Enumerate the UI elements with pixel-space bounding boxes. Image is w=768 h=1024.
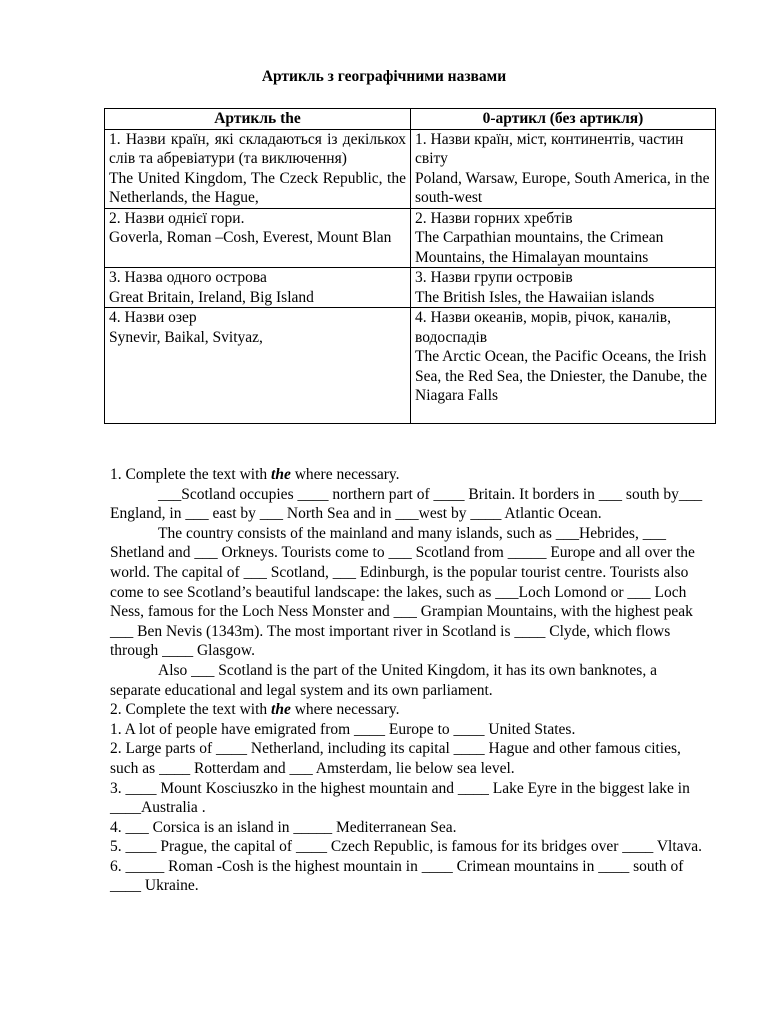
- table-cell: [411, 268, 716, 308]
- rule-examples: The Arctic Ocean, the Pacific Oceans, the Irish Sea, the Red Sea, the Dniester, the Danube, the Niagara Falls: [415, 348, 708, 404]
- table-cell: [411, 308, 716, 424]
- exercise-2-instruction: [110, 700, 706, 720]
- exercise-2-item: 1. A lot of people have emigrated from ____ Europe to ____ United States.: [110, 720, 576, 738]
- exercise-2-item: 3. ____ Mount Kosciuszko in the highest mountain and ____ Lake Eyre in the biggest lake in ____Australia .: [110, 779, 690, 817]
- table-row: [105, 268, 716, 308]
- table-row: [105, 129, 716, 208]
- exercise-2-item: 4. ___ Corsica is an island in _____ Mediterranean Sea.: [110, 818, 457, 836]
- table-cell: [105, 208, 411, 268]
- page-title: Артикль з географічними назвами: [261, 68, 507, 85]
- article-the: the: [271, 466, 291, 483]
- header-the-article: Артикль the: [105, 109, 411, 130]
- table-row: [105, 308, 716, 424]
- table-cell: [105, 308, 411, 424]
- rule-examples: Poland, Warsaw, Europe, South America, in the south-west: [415, 169, 710, 206]
- rule-heading: 3. Назва одного острова: [109, 269, 267, 286]
- exercise-1-paragraph: ___Scotland occupies ____ northern part of ____ Britain. It borders in ___ south by___ England, in ___ east by ___ North Sea and in ___west by ____ Atlantic Ocean.: [110, 485, 703, 523]
- article-the: the: [271, 701, 291, 719]
- table-cell: [411, 129, 716, 208]
- instruction-text: where necessary.: [290, 701, 400, 719]
- table-cell: [105, 129, 411, 208]
- exercise-1-instruction: [110, 465, 706, 485]
- exercise-2-item: 2. Large parts of ____ Netherland, including its capital ____ Hague and other famous cities, such as ____ Rotterdam and ___ Amsterdam, lie below sea level.: [110, 740, 681, 777]
- table-row: [105, 208, 716, 268]
- rule-examples: Great Britain, Ireland, Big Island: [109, 288, 314, 306]
- instruction-text: 1. Complete the text with: [110, 466, 272, 483]
- table-cell: [411, 208, 716, 268]
- rule-examples: Goverla, Roman –Cosh, Everest, Mount Blan: [109, 229, 392, 246]
- rule-heading: 3. Назви групи островів: [415, 269, 573, 286]
- articles-table: [104, 108, 716, 424]
- rule-examples: Synevir, Baikal, Svityaz,: [109, 328, 263, 346]
- exercises: [110, 465, 706, 896]
- exercise-1-paragraph: The country consists of the mainland and many islands, such as ___Hebrides, ___ Shetland and ___ Orkneys. Tourists come to ___ Scotland from _____ Europe and all over the world. The capital of ___ Scotland, ___ Edinburgh, is the popular tourist centre. Tourists also come to see Scotland’s beautiful landscape: the lakes, such as ___Loch Lomond or ___ Loch Ness, famous for the Loch Ness Monster and ___ Grampian Mountains, with the highest peak ___ Ben Nevis (1343m). The most important river in Scotland is ____ Clyde, which flows through ____ Glasgow.: [110, 524, 695, 660]
- instruction-text: 2. Complete the text with: [110, 701, 272, 719]
- exercise-2-item: 5. ____ Prague, the capital of ____ Czech Republic, is famous for its bridges over ____ Vltava.: [110, 838, 703, 856]
- rule-heading: 2. Назви горних хребтів: [415, 209, 573, 227]
- instruction-text: where necessary.: [290, 466, 400, 483]
- rule-examples: The Carpathian mountains, the Crimean Mountains, the Himalayan mountains: [415, 229, 664, 266]
- exercise-1-paragraph: Also ___ Scotland is the part of the United Kingdom, it has its own banknotes, a separate educational and legal system and its own parliament.: [110, 661, 657, 699]
- table-header-row: [105, 109, 716, 130]
- rule-heading: 2. Назви однієї гори.: [109, 209, 245, 227]
- rule-heading: 4. Назви озер: [109, 309, 197, 326]
- rule-heading: 1. Назви країн, міст, континентів, частин світу: [415, 130, 684, 167]
- rule-examples: The United Kingdom, The Czeck Republic, the Netherlands, the Hague,: [109, 169, 406, 206]
- exercise-2-item: 6. _____ Roman -Cosh is the highest mountain in ____ Crimean mountains in ____ south of ____ Ukraine.: [110, 857, 684, 895]
- rule-heading: 4. Назви океанів, морів, річок, каналів, водоспадів: [415, 309, 671, 346]
- header-zero-article: 0-артикл (без артикля): [411, 109, 716, 130]
- table-cell: [105, 268, 411, 308]
- rule-heading: 1. Назви країн, які складаються із декількох слів та абревіатури (та виключення): [109, 130, 406, 167]
- rule-examples: The British Isles, the Hawaiian islands: [415, 288, 655, 306]
